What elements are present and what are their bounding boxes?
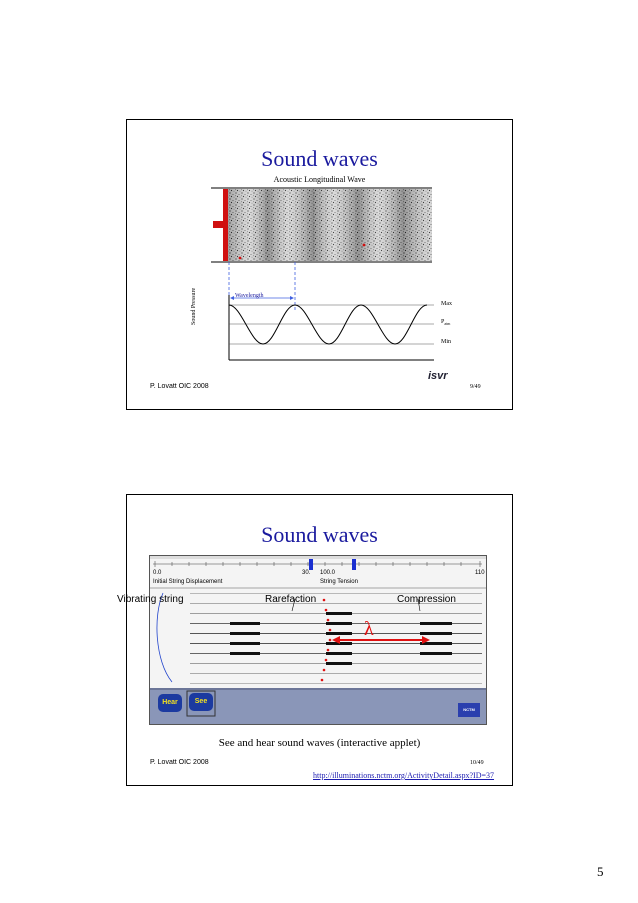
- nctm-logo: NCTM: [463, 707, 475, 712]
- slide-title: Sound waves: [261, 522, 378, 547]
- footer-author: P. Lovatt OIC 2008: [150, 759, 209, 766]
- isvr-logo: isvr: [428, 370, 448, 382]
- y-axis-label: Sound Pressure: [191, 287, 197, 325]
- diagram-subtitle: Acoustic Longitudinal Wave: [273, 175, 366, 184]
- label-compression: Compression: [397, 594, 456, 605]
- displacement-slider-thumb: [309, 559, 313, 570]
- applet-link[interactable]: http://illuminations.nctm.org/ActivityDetail.aspx?ID=37: [313, 771, 495, 780]
- displacement-max: 30.: [302, 570, 311, 576]
- slide-10: [117, 494, 513, 786]
- displacement-label: Initial String Displacement: [153, 579, 223, 585]
- hear-button[interactable]: Hear: [158, 694, 182, 712]
- see-button[interactable]: See: [189, 693, 213, 711]
- tracked-particles: [321, 599, 332, 682]
- slide-9: [126, 119, 513, 410]
- slide-title: Sound waves: [261, 146, 378, 171]
- patm-label: $P_{atm}$: [441, 319, 451, 327]
- tension-label: String Tension: [320, 579, 358, 585]
- lambda-symbol: λ: [364, 618, 374, 640]
- label-vibrating-string: Vibrating string: [117, 594, 184, 605]
- label-rarefaction: Rarefaction: [265, 594, 317, 605]
- vibrating-string: [157, 593, 172, 682]
- wavelength-label: Wavelength: [235, 293, 264, 299]
- max-label: Max: [441, 301, 452, 307]
- pressure-wave: [229, 305, 427, 344]
- tension-slider-thumb: [352, 559, 356, 570]
- displacement-min: 0.0: [153, 570, 162, 576]
- min-label: Min: [441, 339, 452, 345]
- tension-max: 110: [475, 570, 485, 576]
- slide-number: 10/49: [470, 760, 484, 766]
- slide-caption: See and hear sound waves (interactive applet): [218, 737, 421, 749]
- page-number: 5: [597, 864, 604, 879]
- piston: [223, 189, 228, 261]
- tension-min: 100.0: [320, 570, 336, 576]
- footer-author: P. Lovatt OIC 2008: [150, 383, 209, 390]
- slide-number: 9/49: [470, 384, 481, 390]
- longitudinal-wave-diagram: [127, 120, 512, 409]
- applet-panel[interactable]: [149, 555, 487, 725]
